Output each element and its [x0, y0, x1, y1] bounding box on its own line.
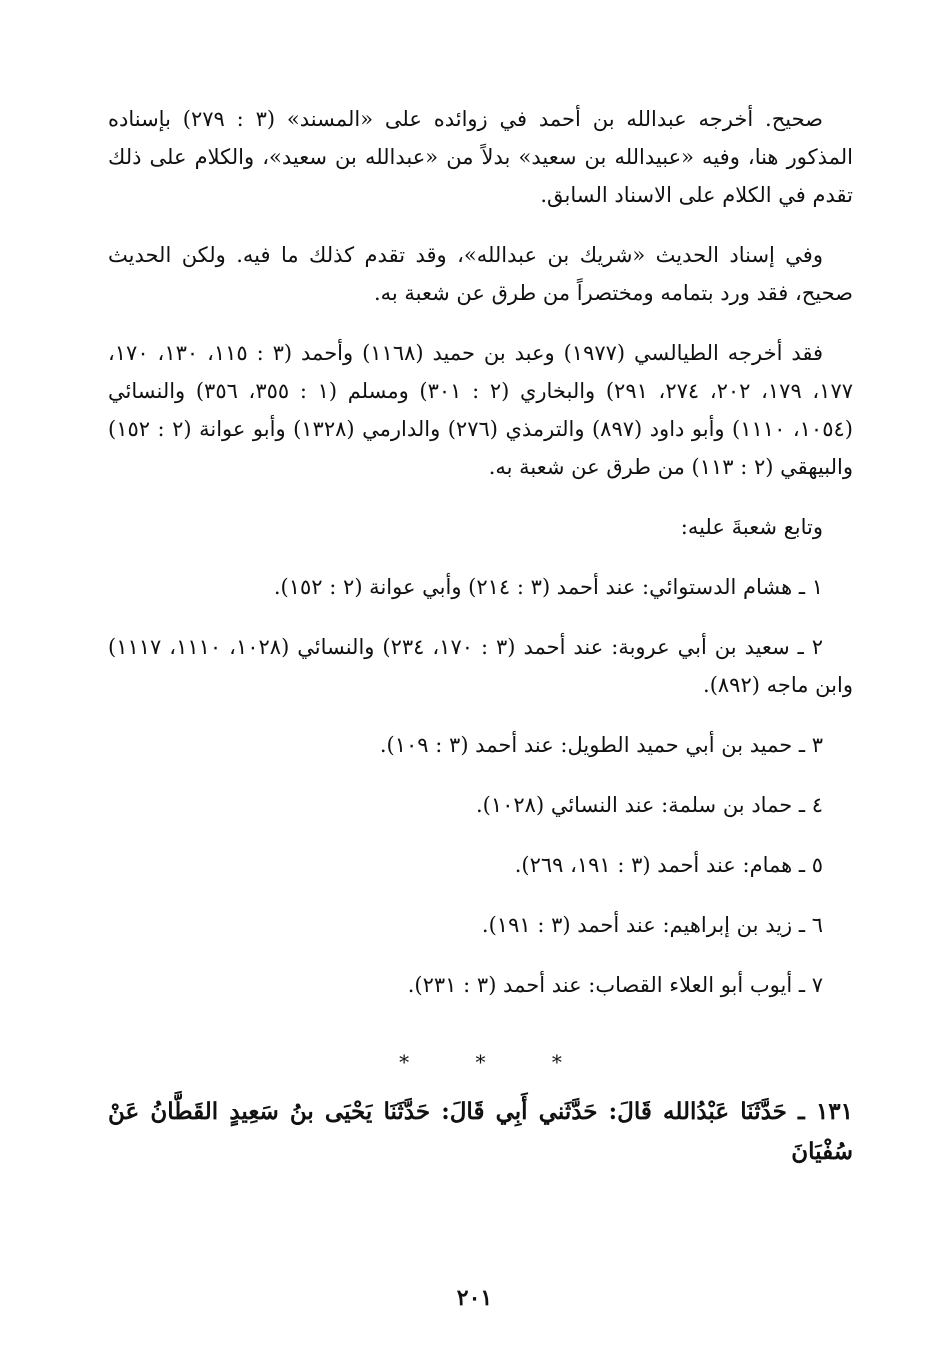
list-item: ٧ ـ أيوب أبو العلاء القصاب: عند أحمد (٣ : ٢٣١). [407, 973, 823, 997]
list-item: ٦ ـ زيد بن إبراهيم: عند أحمد (٣ : ١٩١). [481, 913, 823, 937]
list-item: ٣ ـ حميد بن أبي حميد الطويل: عند أحمد (٣ : ١٠٩). [379, 733, 823, 757]
commentary-paragraph-3: فقد أخرجه الطيالسي (١٩٧٧) وعبد بن حميد (١١٦٨) وأحمد (٣ : ١١٥، ١٣٠، ١٧٠، ١٧٧، ١٧٩، ٢٠٢، ٢٧٤، ٢٩١) والبخاري (٢ : ٣٠١) ومسلم (١ : ٣٥٥، ٣٥٦) والنسائي (١٠٥٤، ١١١٠) وأبو داود (٨٩٧) والترمذي (٢٧٦) والدارمي (١٣٢٨) وأبو عوانة (٢ : ١٥٢) والبيهقي (٢ : ١١٣) من طرق عن شعبة به. [108, 341, 854, 479]
list-item: ٥ ـ همام: عند أحمد (٣ : ١٩١، ٢٦٩). [514, 853, 823, 877]
commentary-paragraph-1: صحيح. أخرجه عبدالله بن أحمد في زوائده على «المسند» (٣ : ٢٧٩) بإسناده المذكور هنا، وفيه «عبيدالله بن سعيد» بدلاً من «عبدالله بن سعيد»، والكلام على ذلك تقدم في الكلام على الاسناد السابق. [108, 107, 853, 207]
hadith-text: ١٣١ ـ حَدَّثَنَا عَبْدُالله قَالَ: حَدَّثَني أَبِي قَالَ: حَدَّثَنَا يَحْيَى بنُ سَعِيدٍ القَطَّانُ عَنْ سُفْيَانَ [108, 1098, 853, 1165]
followers-list [108, 568, 853, 1004]
page-body [108, 100, 853, 1372]
list-item: ٤ ـ حماد بن سلمة: عند النسائي (١٠٢٨). [475, 793, 823, 817]
list-item: ١ ـ هشام الدستوائي: عند أحمد (٣ : ٢١٤) وأبي عوانة (٢ : ١٥٢). [273, 575, 823, 599]
section-separator: * * * [399, 1050, 592, 1074]
page-number: ٢٠١ [456, 1285, 493, 1311]
commentary-paragraph-2: وفي إسناد الحديث «شريك بن عبدالله»، وقد تقدم كذلك ما فيه. ولكن الحديث صحيح، فقد ورد بتمامه ومختصراً من طرق عن شعبة به. [108, 243, 853, 305]
list-item: ٢ ـ سعيد بن أبي عروبة: عند أحمد (٣ : ١٧٠، ٢٣٤) والنسائي (١٠٢٨، ١١١٠، ١١١٧) وابن ماجه (٨٩٢). [108, 635, 853, 697]
followers-intro: وتابع شعبةَ عليه: [680, 515, 823, 539]
